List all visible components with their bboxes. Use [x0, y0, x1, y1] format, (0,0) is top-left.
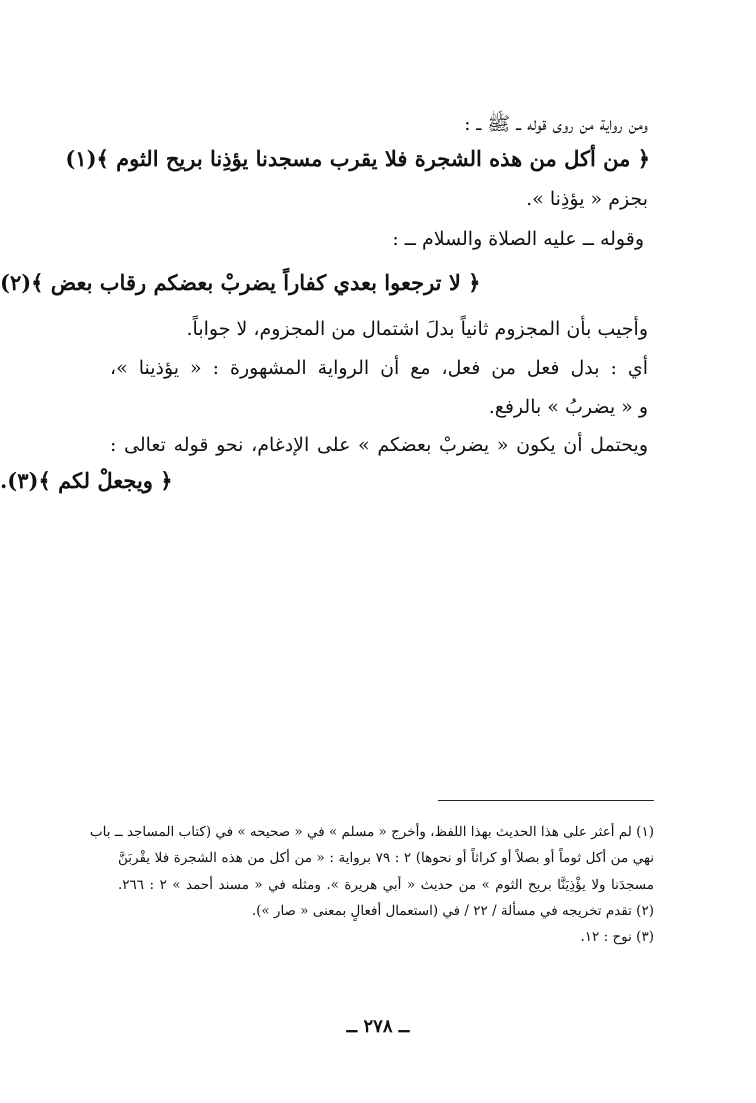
footnote-separator — [438, 800, 654, 801]
body-line-6: وأجيب بأن المجزوم ثانياً بدلَ اشتمال من المجزوم، لا جواباً. — [186, 318, 648, 340]
hadith-quote-1: ﴿ من أكل من هذه الشجرة فلا يقرب مسجدنا يؤذِنا بريح الثوم ﴾(١) — [65, 146, 650, 171]
hadith-quote-2: ﴿ لا ترجعوا بعدي كفاراً يضربْ بعضكم رقاب بعض ﴾(٢) — [0, 270, 481, 295]
body-line-4: وقوله ــ عليه الصلاة والسلام ــ : — [392, 228, 644, 250]
body-line-3: بجزم « يؤذِنا ». — [526, 188, 648, 210]
quran-quote: ﴿ ويجعلْ لكم ﴾(٣). — [0, 468, 173, 493]
footnote-1-line-2: نهي من أكل ثوماً أو بصلاً أو كراثاً أو نحوها) ٢ : ٧٩ برواية : « من أكل من هذه الشجرة فلا يقْربَنَّ — [118, 850, 654, 866]
body-line-8: و « يضربُ » بالرفع. — [488, 396, 648, 418]
page-number: ــ ٢٧٨ ــ — [346, 1016, 410, 1037]
body-line-9: ويحتمل أن يكون « يضربْ بعضكم » على الإدغام، نحو قوله تعالى : — [110, 434, 648, 456]
footnote-1-line-3: مسجدَنا ولا يؤْذِيَنَّا بريح الثوم » من حديث « أبي هريرة ». ومثله في « مسند أحمد » ٢ : ٢٦٦. — [118, 877, 654, 893]
footnote-3: (٣) نوح : ١٢. — [580, 929, 654, 945]
footnote-1-line-1: (١) لم أعثر على هذا الحديث بهذا اللفظ، وأخرج « مسلم » في « صحيحه » في (كتاب المساجد ــ باب — [89, 824, 654, 840]
footnote-2: (٢) تقدم تخريجه في مسألة / ٢٢ / في (استعمال أفعالٍ بمعنى « صار »). — [251, 903, 654, 919]
body-line-1: ومن رواية من روى قوله ــ ﷺ ــ : — [464, 113, 648, 135]
body-line-7: أي : بدل فعل من فعل، مع أن الرواية المشهورة : « يؤذينا »، — [110, 357, 648, 379]
